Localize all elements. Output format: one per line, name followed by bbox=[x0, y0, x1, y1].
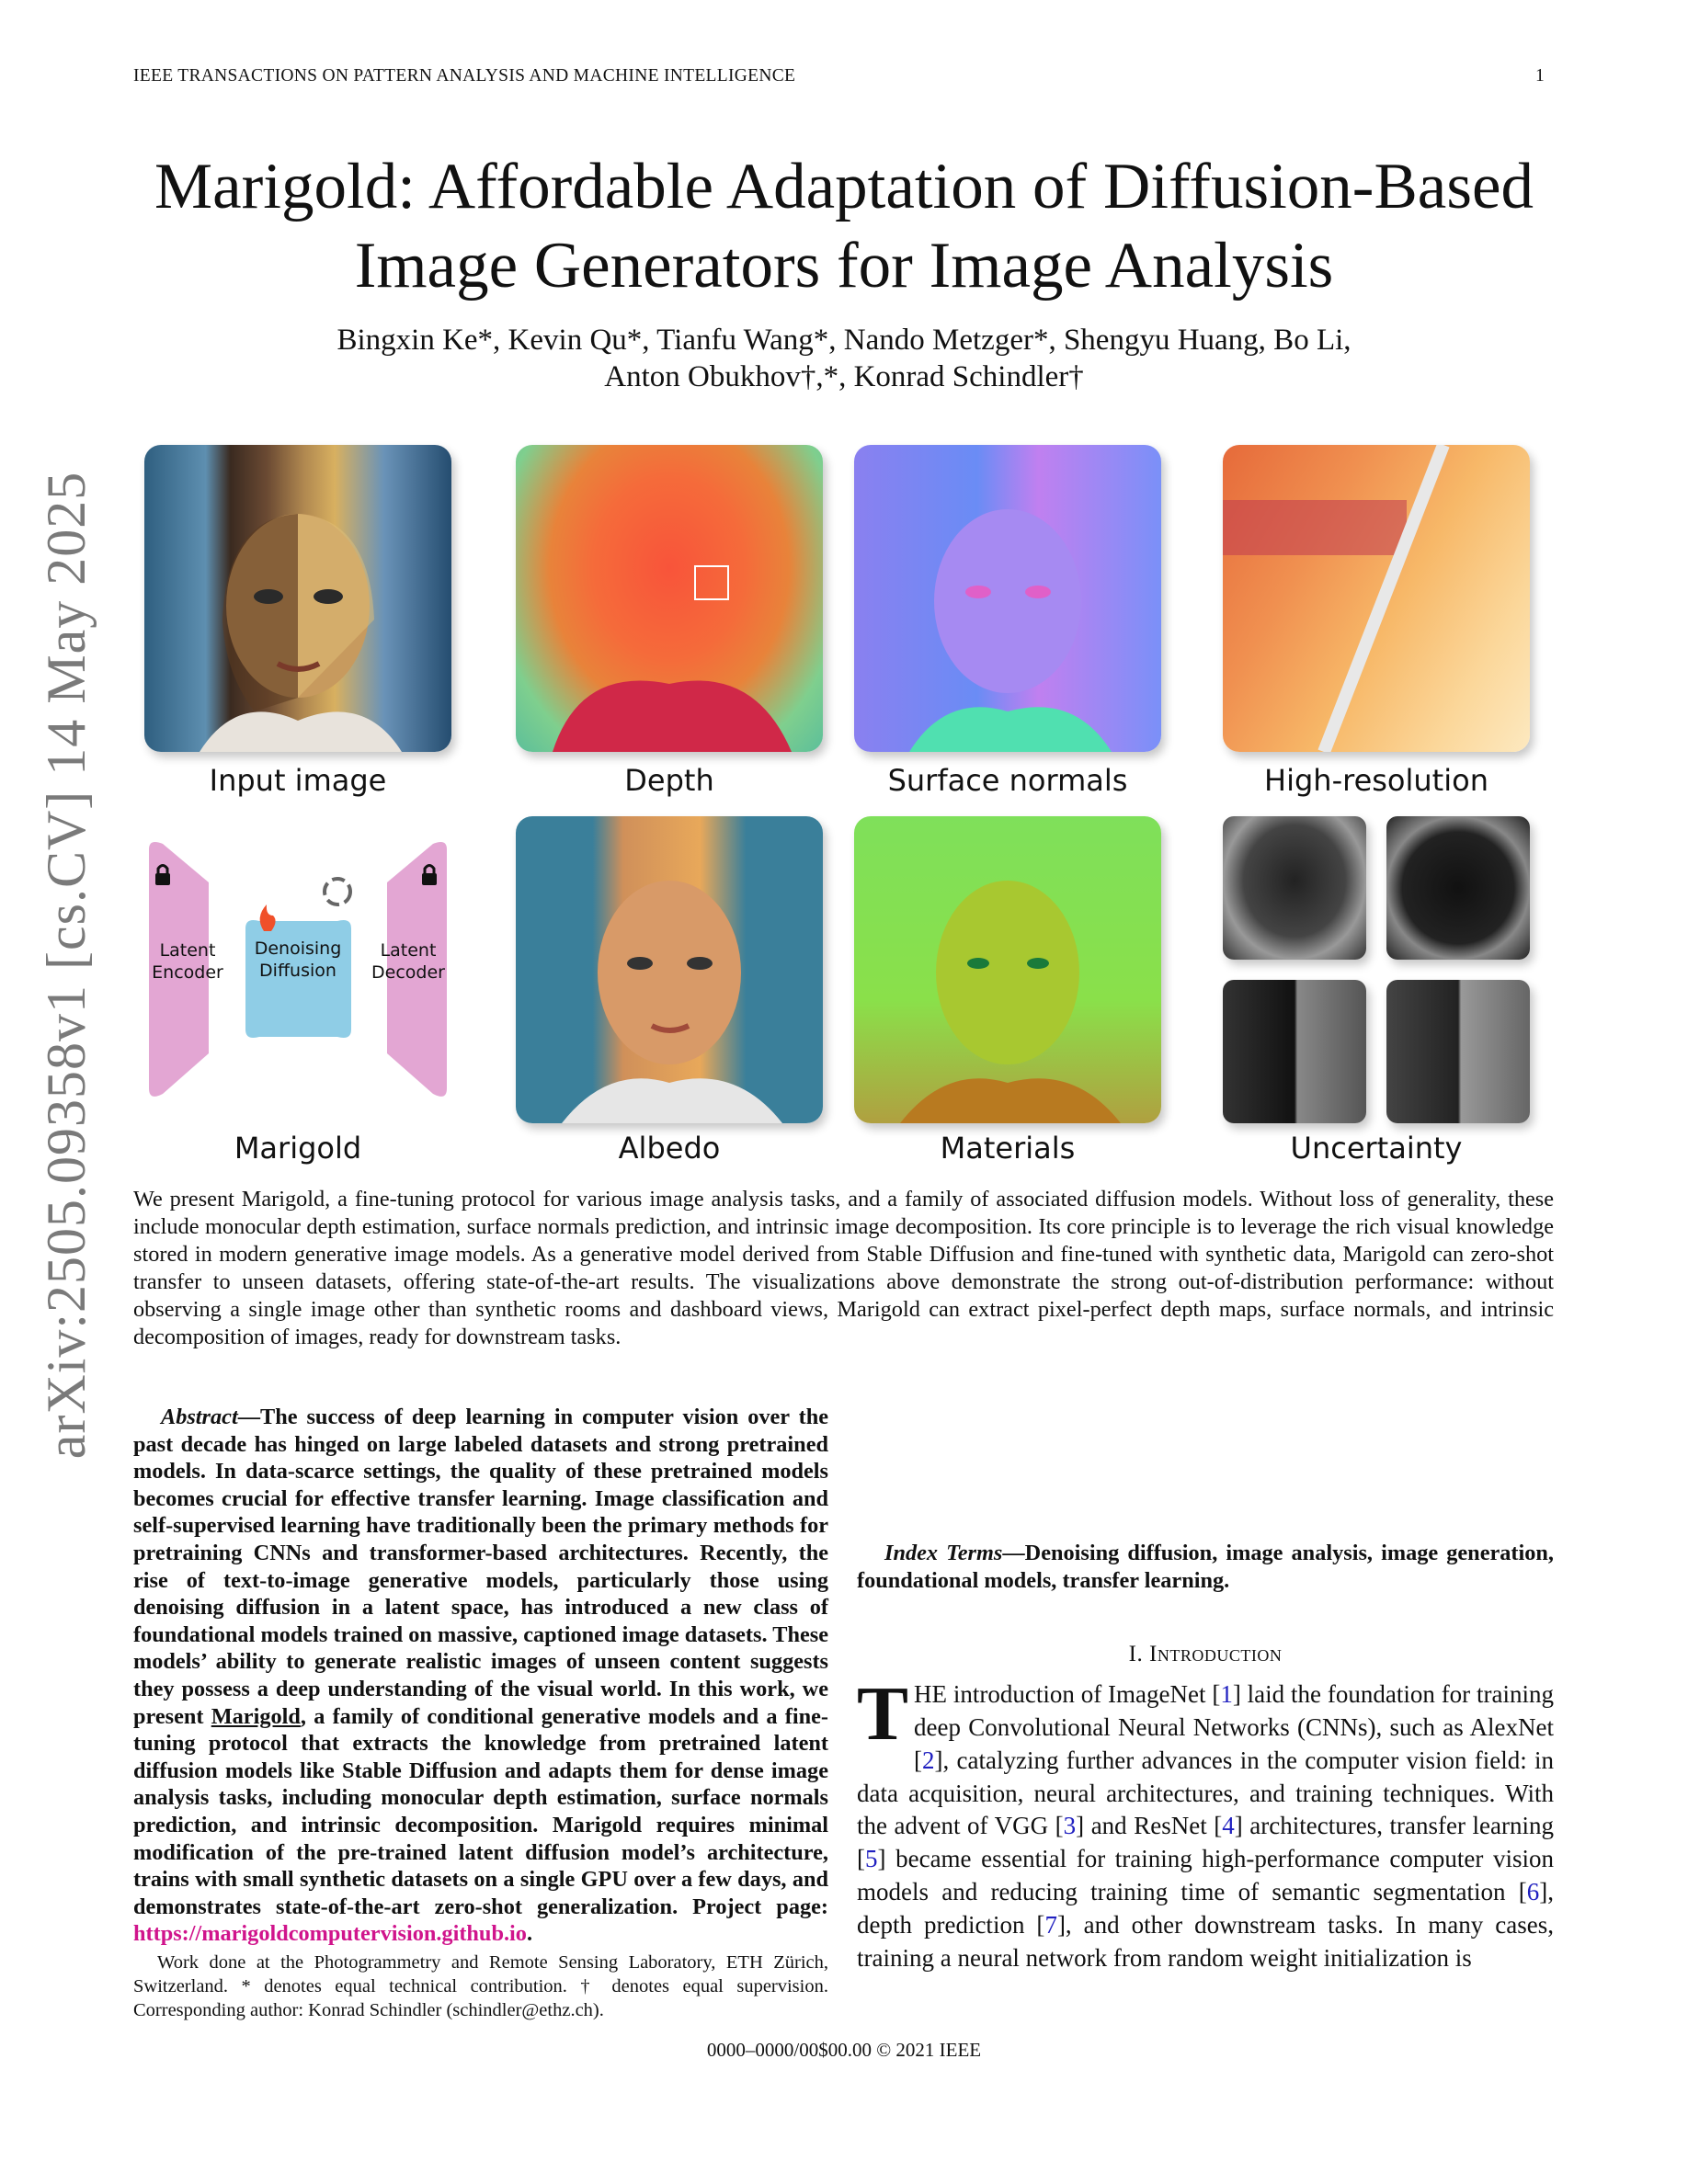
label-marigold: Marigold bbox=[234, 1131, 362, 1166]
copyright-footer: 0000–0000/00$00.00 © 2021 IEEE bbox=[706, 2039, 982, 2061]
section-number: I. bbox=[1128, 1642, 1144, 1667]
section-heading bbox=[857, 1642, 1554, 1667]
citation-link[interactable]: 2 bbox=[922, 1746, 935, 1774]
label-input-image: Input image bbox=[209, 763, 387, 798]
intro-text: ], depth prediction [ bbox=[857, 1877, 1554, 1939]
portrait-illustration bbox=[144, 445, 451, 752]
depth-map bbox=[516, 445, 823, 752]
journal-header: IEEE TRANSACTIONS ON PATTERN ANALYSIS AND MACHINE INTELLIGENCE bbox=[133, 66, 796, 85]
index-terms-label: Index Terms bbox=[884, 1541, 1003, 1565]
authors-line-1: Bingxin Ke*, Kevin Qu*, Tianfu Wang*, Nando Metzger*, Shengyu Huang, Bo Li, bbox=[336, 324, 1352, 357]
albedo-map bbox=[516, 816, 823, 1123]
uncertainty-tile-1 bbox=[1223, 816, 1366, 960]
title-line-2: Image Generators for Image Analysis bbox=[354, 230, 1334, 301]
abstract-text-1: —The success of deep learning in computer vision over the past decade has hinged on large labeled datasets and strong pretrained models. In data-scarce settings, the quality of these pretrained models becomes crucial for effective transfer learning. Image classification and self-supervised learning have traditionally been the primary methods for pretraining CNNs and transformer-based architectures. Recently, the rise of text-to-image generative models, particularly those using denoising diffusion in a latent space, has introduced a new class of foundational models trained on massive, captioned image datasets. These models’ ability to generate realistic images of unseen content suggests they possess a deep understanding of the visual world. In this work, we present bbox=[133, 1405, 828, 1729]
fire-icon bbox=[260, 904, 276, 931]
arxiv-stamp: arXiv:2505.09358v1 [cs.CV] 14 May 2025 bbox=[36, 471, 97, 1460]
left-column bbox=[133, 1404, 828, 1948]
uncertainty-tile-2 bbox=[1386, 816, 1530, 960]
abstract-text-2: , a family of conditional generative models and a fine-tuning protocol that extracts the knowledge from pretrained latent diffusion models like Stable Diffusion and adapts them for dense image analysis tasks, including monocular depth estimation, surface normals prediction, and intrinsic decomposition. Marigold requires minimal modification of the pre-trained latent diffusion model’s architecture, trains with small synthetic datasets on a single GPU over a few days, and demonstrates state-of-the-art zero-shot generalization. Project page: bbox=[133, 1703, 829, 1919]
uncertainty-tile-3 bbox=[1223, 980, 1366, 1123]
paper-title bbox=[0, 147, 1688, 305]
citation-link[interactable]: 3 bbox=[1063, 1812, 1077, 1840]
authors-line-2: Anton Obukhov†,*, Konrad Schindler† bbox=[604, 360, 1084, 393]
abstract-continuation-space bbox=[857, 1404, 1554, 1540]
intro-text: ] became essential for training high-performance computer vision models and reducing training time of semantic segmentation [ bbox=[857, 1845, 1554, 1905]
label-high-resolution: High-resolution bbox=[1264, 763, 1488, 798]
label-materials: Materials bbox=[940, 1131, 1076, 1166]
decoder-label-1: Latent bbox=[380, 940, 437, 961]
high-resolution-tile bbox=[1223, 445, 1530, 752]
intro-text: HE introduction of ImageNet [ bbox=[914, 1680, 1221, 1709]
marigold-name: Marigold bbox=[211, 1703, 301, 1729]
index-terms-text: —Denoising diffusion, image analysis, image generation, foundational models, transfer learning. bbox=[857, 1541, 1554, 1593]
intro-text: ], catalyzing further advances in the computer vision field: in data acquisition, neural architectures, and training techniques. With the advent of VGG [ bbox=[857, 1746, 1554, 1840]
citation-link[interactable]: 7 bbox=[1044, 1910, 1057, 1939]
depth-tile bbox=[516, 445, 823, 752]
refresh-icon bbox=[325, 879, 350, 904]
label-uncertainty: Uncertainty bbox=[1290, 1131, 1463, 1166]
abstract bbox=[133, 1404, 828, 1948]
author-list bbox=[0, 322, 1688, 395]
decoder-label-2: Decoder bbox=[371, 962, 445, 983]
encoder-label-2: Encoder bbox=[152, 962, 223, 983]
intro-paragraph bbox=[857, 1671, 1555, 1974]
zoom-box bbox=[695, 566, 728, 599]
highres-crop bbox=[1223, 445, 1530, 752]
intro-text: ], and other downstream tasks. In many cases, training a neural network from random weight initialization is bbox=[857, 1910, 1554, 1972]
abstract-label: Abstract bbox=[161, 1405, 238, 1429]
dropcap: T bbox=[857, 1671, 909, 1757]
diffusion-label-1: Denoising bbox=[254, 938, 342, 959]
citation-link[interactable]: 4 bbox=[1222, 1812, 1235, 1840]
citation-link[interactable]: 6 bbox=[1526, 1877, 1540, 1905]
index-terms bbox=[857, 1540, 1554, 1594]
materials-map bbox=[854, 816, 1161, 1123]
title-line-1: Marigold: Affordable Adaptation of Diffusion-Based bbox=[154, 151, 1534, 222]
page-number: 1 bbox=[1535, 66, 1545, 85]
citation-link[interactable]: 1 bbox=[1220, 1680, 1233, 1709]
citation-link[interactable]: 5 bbox=[865, 1845, 878, 1873]
input-image-tile bbox=[144, 445, 451, 752]
section-title: Introduction bbox=[1149, 1642, 1283, 1667]
project-page-link[interactable]: https://marigoldcomputervision.github.io bbox=[133, 1921, 527, 1947]
label-surface-normals: Surface normals bbox=[887, 763, 1128, 798]
intro-text: ] architectures, transfer learning [ bbox=[857, 1812, 1554, 1873]
normals-map bbox=[854, 445, 1161, 752]
materials-tile bbox=[854, 816, 1161, 1123]
abstract-end: . bbox=[526, 1921, 533, 1947]
label-depth: Depth bbox=[624, 763, 714, 798]
encoder-label-1: Latent bbox=[159, 940, 216, 961]
surface-normals-tile bbox=[854, 445, 1161, 752]
figure-caption: We present Marigold, a fine-tuning protocol for various image analysis tasks, and a family of associated diffusion models. Without loss of generality, these include monocular depth estimation, surface normals prediction, and intrinsic image decomposition. Its core principle is to leverage the rich visual knowledge stored in modern generative image models. As a generative model derived from Stable Diffusion and fine-tuned with synthetic data, Marigold can zero-shot transfer to unseen datasets, offering state-of-the-art results. The visualizations above demonstrate the strong out-of-distribution performance: without observing a single image other than synthetic rooms and dashboard views, Marigold can extract pixel-perfect depth maps, surface normals, and intrinsic decomposition of images, ready for downstream tasks. bbox=[133, 1187, 1554, 1349]
uncertainty-tile-4 bbox=[1386, 980, 1530, 1123]
intro-text: ] laid the foundation for training deep Convolutional Neural Networks (CNNs), such as AlexNet [ bbox=[914, 1680, 1555, 1774]
albedo-tile bbox=[516, 816, 823, 1123]
footnote: Work done at the Photogrammetry and Remote Sensing Laboratory, ETH Zürich, Switzerland. * denotes equal technical contribution. † denotes equal supervision. Corresponding author: Konrad Schindler (schindler@ethz.ch). bbox=[133, 1952, 828, 2020]
diffusion-label-2: Diffusion bbox=[259, 961, 336, 981]
right-column bbox=[857, 1404, 1554, 1974]
intro-text: ] and ResNet [ bbox=[1076, 1812, 1223, 1840]
marigold-diagram bbox=[144, 836, 451, 1103]
label-albedo: Albedo bbox=[618, 1131, 721, 1166]
